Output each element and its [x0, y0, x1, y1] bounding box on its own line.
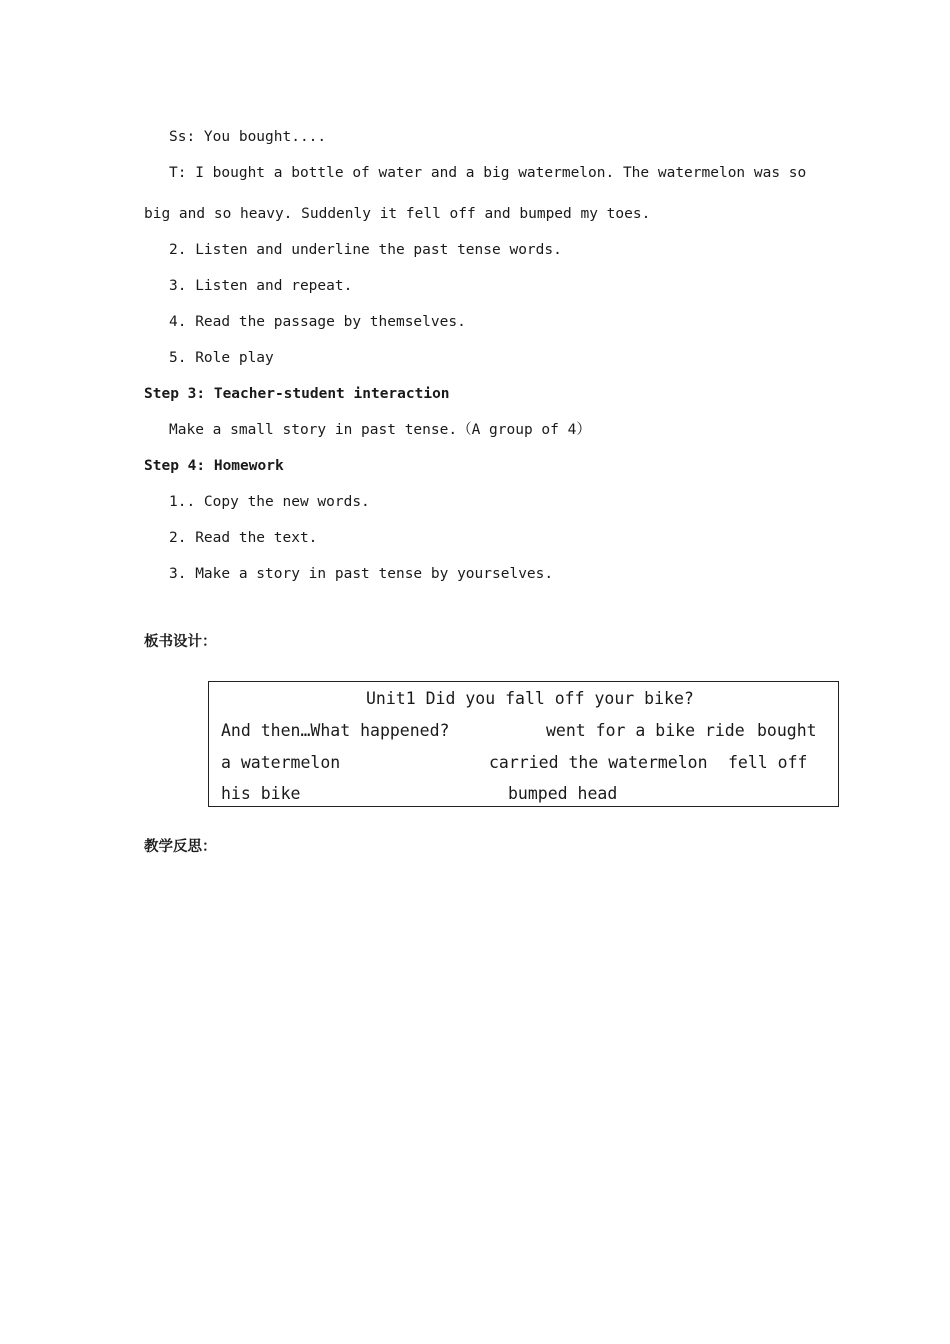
board-row2-left: a watermelon — [221, 753, 341, 772]
step4-heading: Step 4: Homework — [144, 458, 284, 474]
step-item-4: 4. Read the passage by themselves. — [169, 314, 466, 330]
step-item-3: 3. Listen and repeat. — [169, 278, 353, 294]
homework-item-3: 3. Make a story in past tense by yourselves. — [169, 566, 554, 582]
board-design-box — [208, 681, 839, 807]
board-row1-right: bought — [757, 721, 817, 740]
board-row2-mid: carried the watermelon — [489, 753, 708, 772]
step3-task: Make a small story in past tense.（A group of 4） — [169, 422, 591, 438]
board-row3-mid: bumped head — [508, 784, 618, 803]
dialogue-teacher-cont: big and so heavy. Suddenly it fell off and bumped my toes. — [144, 206, 651, 222]
board-row3-left: his bike — [221, 784, 301, 803]
board-design-heading: 板书设计： — [144, 634, 217, 650]
board-row1-mid: went for a bike ride — [546, 721, 745, 740]
step-item-2: 2. Listen and underline the past tense words. — [169, 242, 562, 258]
dialogue-student: Ss: You bought.... — [169, 129, 327, 145]
board-title: Unit1 Did you fall off your bike? — [366, 689, 694, 708]
homework-item-1: 1.. Copy the new words. — [169, 494, 370, 510]
teaching-reflection-heading: 教学反思： — [144, 839, 217, 855]
board-row1-left: And then…What happened? — [221, 721, 450, 740]
step-item-5: 5. Role play — [169, 350, 274, 366]
homework-item-2: 2. Read the text. — [169, 530, 318, 546]
step3-heading: Step 3: Teacher-student interaction — [144, 386, 450, 402]
dialogue-teacher: T: I bought a bottle of water and a big watermelon. The watermelon was so — [169, 165, 807, 181]
board-row2-right: fell off — [728, 753, 808, 772]
